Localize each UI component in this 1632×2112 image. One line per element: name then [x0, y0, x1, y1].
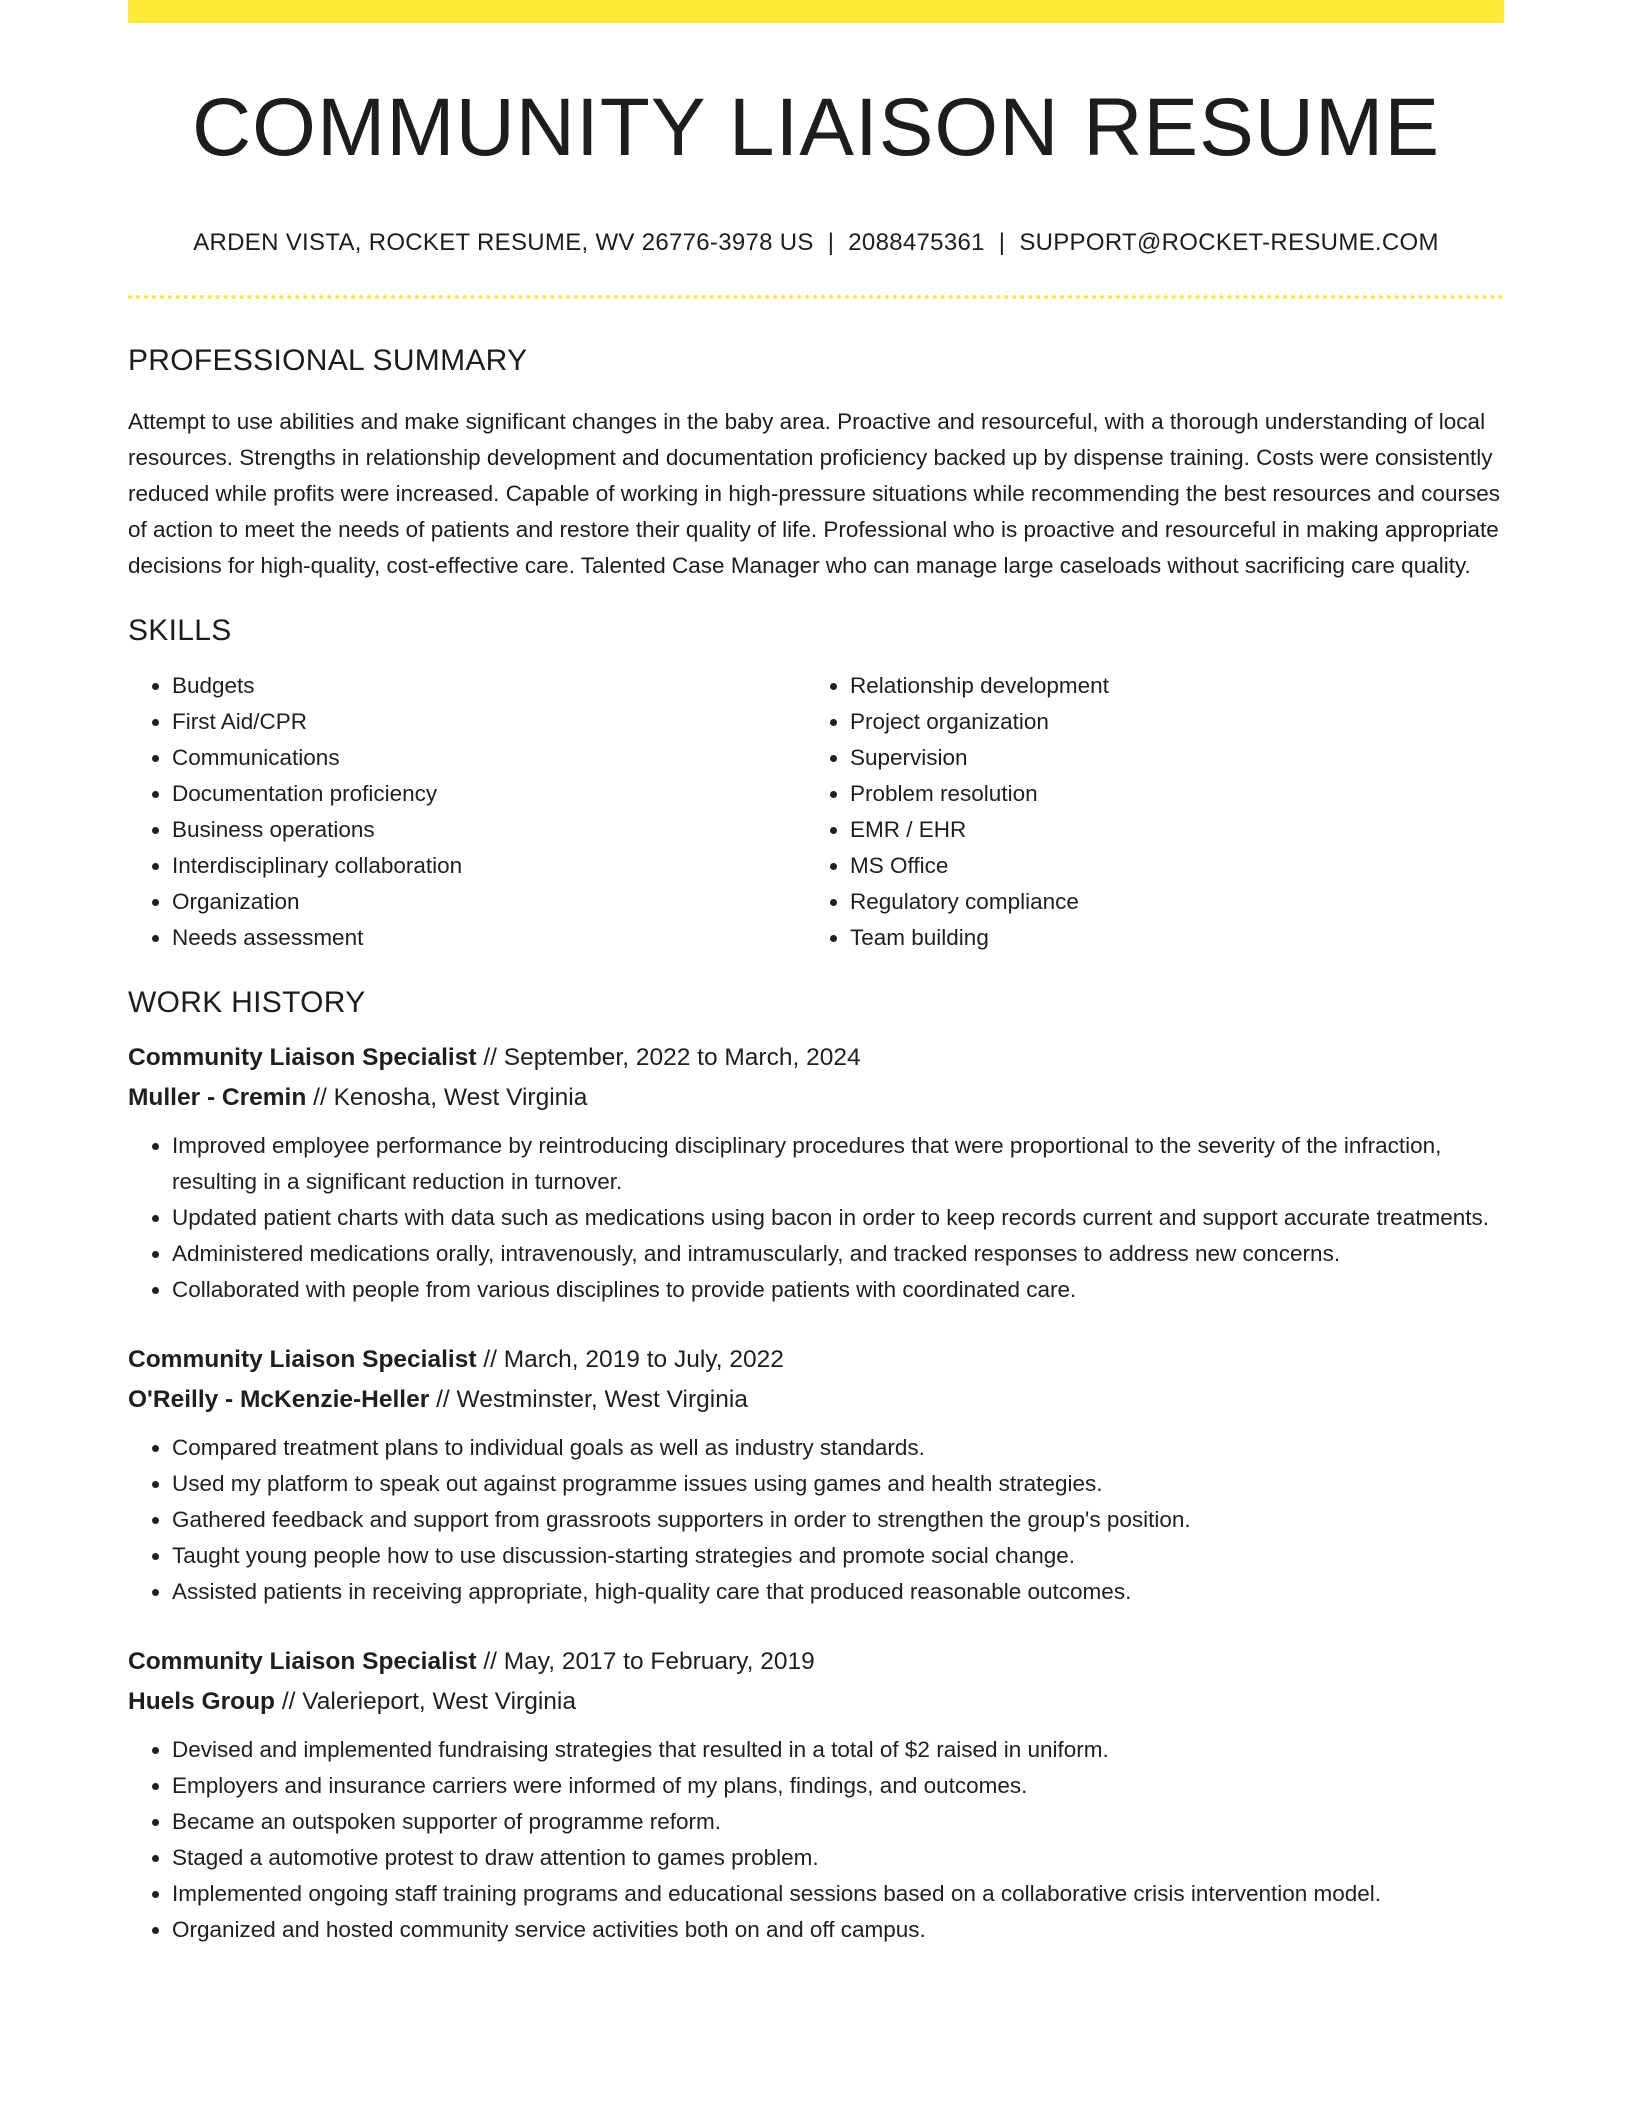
job-bullet: • Employers and insurance carriers were informed of my plans, findings, and outcomes. — [172, 1768, 1504, 1804]
page-title: COMMUNITY LIAISON RESUME — [191, 82, 1441, 173]
skill-item: • Business operations — [172, 812, 806, 848]
resume-page — [128, 0, 1504, 1948]
job-dates: // May, 2017 to February, 2019 — [476, 1648, 815, 1676]
job-title-line — [128, 1642, 1504, 1682]
contact-address: ARDEN VISTA, ROCKET RESUME, WV 26776-3978 US — [193, 229, 814, 257]
skill-item: • MS Office — [850, 848, 1484, 884]
skill-item: • Communications — [172, 740, 806, 776]
contact-email: SUPPORT@ROCKET-RESUME.COM — [1019, 229, 1439, 257]
job-bullet: • Updated patient charts with data such as medications using bacon in order to keep records current and support accurate treatments. — [172, 1200, 1504, 1236]
job-bullet: • Taught young people how to use discussion-starting strategies and promote social change. — [172, 1538, 1504, 1574]
job-company: Huels Group — [128, 1688, 276, 1716]
job-company-line — [128, 1682, 1504, 1722]
summary-text: Attempt to use abilities and make significant changes in the baby area. Proactive and resourceful, with a thorough understanding of local resources. Strengths in relationship development and documentation proficiency backed up by dispense training. Costs were consistently reduced while profits were increased. Capable of working in high-pressure situations while recommending the best resources and courses of action to meet the needs of patients and restore their quality of life. Professional who is proactive and resourceful in making appropriate decisions for high-quality, cost-effective care. Talented Case Manager who can manage large caseloads without sacrificing care quality. — [128, 409, 1500, 579]
contact-line — [128, 229, 1504, 257]
job-bullets — [128, 1732, 1504, 1948]
job-location: // Valerieport, West Virginia — [275, 1688, 576, 1716]
job-company-line — [128, 1078, 1504, 1118]
skill-item: • EMR / EHR — [850, 812, 1484, 848]
job-title-line — [128, 1038, 1504, 1078]
job-entry — [128, 1642, 1504, 1948]
job-company: Muller - Cremin — [128, 1084, 307, 1112]
job-title: Community Liaison Specialist — [128, 1648, 477, 1676]
job-bullets — [128, 1128, 1504, 1308]
job-bullet: • Became an outspoken supporter of programme reform. — [172, 1804, 1504, 1840]
job-bullet: • Collaborated with people from various disciplines to provide patients with coordinated care. — [172, 1272, 1504, 1308]
contact-separator: | — [827, 229, 835, 257]
job-company: O'Reilly - McKenzie-Heller — [128, 1386, 430, 1414]
job-bullet: • Compared treatment plans to individual goals as well as industry standards. — [172, 1430, 1504, 1466]
job-entry — [128, 1340, 1504, 1610]
job-bullet: • Staged a automotive protest to draw attention to games problem. — [172, 1840, 1504, 1876]
skill-item: • Relationship development — [850, 668, 1484, 704]
skill-item: • Needs assessment — [172, 920, 806, 956]
skill-item: • Regulatory compliance — [850, 884, 1484, 920]
skills-heading: SKILLS — [128, 614, 232, 648]
job-bullet: • Assisted patients in receiving appropriate, high-quality care that produced reasonable outcomes. — [172, 1574, 1504, 1610]
skill-item: • First Aid/CPR — [172, 704, 806, 740]
skill-item: • Interdisciplinary collaboration — [172, 848, 806, 884]
job-bullet: • Organized and hosted community service activities both on and off campus. — [172, 1912, 1504, 1948]
skill-item: • Documentation proficiency — [172, 776, 806, 812]
job-dates: // March, 2019 to July, 2022 — [476, 1346, 784, 1374]
job-bullets — [128, 1430, 1504, 1610]
job-title: Community Liaison Specialist — [128, 1044, 477, 1072]
skill-item: • Project organization — [850, 704, 1484, 740]
job-bullet: • Administered medications orally, intravenously, and intramuscularly, and tracked responses to address new concerns. — [172, 1236, 1504, 1272]
job-bullet: • Gathered feedback and support from grassroots supporters in order to strengthen the group's position. — [172, 1502, 1504, 1538]
job-title-line — [128, 1340, 1504, 1380]
job-title: Community Liaison Specialist — [128, 1346, 477, 1374]
contact-separator: | — [998, 229, 1006, 257]
skill-item: • Supervision — [850, 740, 1484, 776]
job-dates: // September, 2022 to March, 2024 — [476, 1044, 861, 1072]
summary-heading: PROFESSIONAL SUMMARY — [128, 344, 528, 378]
skills-column-right — [806, 668, 1484, 956]
work-history-heading: WORK HISTORY — [128, 986, 366, 1020]
job-bullet: • Devised and implemented fundraising strategies that resulted in a total of $2 raised in uniform. — [172, 1732, 1504, 1768]
skills-column-left — [128, 668, 806, 956]
job-location: // Westminster, West Virginia — [429, 1386, 748, 1414]
job-bullet: • Used my platform to speak out against programme issues using games and health strategies. — [172, 1466, 1504, 1502]
job-location: // Kenosha, West Virginia — [306, 1084, 588, 1112]
dotted-divider — [128, 295, 1504, 299]
contact-phone: 2088475361 — [848, 229, 985, 257]
job-bullet: • Improved employee performance by reintroducing disciplinary procedures that were proportional to the severity of the infraction, resulting in a significant reduction in turnover. — [172, 1128, 1504, 1200]
skill-item: • Problem resolution — [850, 776, 1484, 812]
accent-bar — [128, 0, 1504, 23]
skill-item: • Organization — [172, 884, 806, 920]
job-company-line — [128, 1380, 1504, 1420]
skill-item: • Team building — [850, 920, 1484, 956]
job-entry — [128, 1038, 1504, 1308]
job-bullet: • Implemented ongoing staff training programs and educational sessions based on a collaborative crisis intervention model. — [172, 1876, 1504, 1912]
skill-item: • Budgets — [172, 668, 806, 704]
skills-list — [128, 668, 1504, 956]
